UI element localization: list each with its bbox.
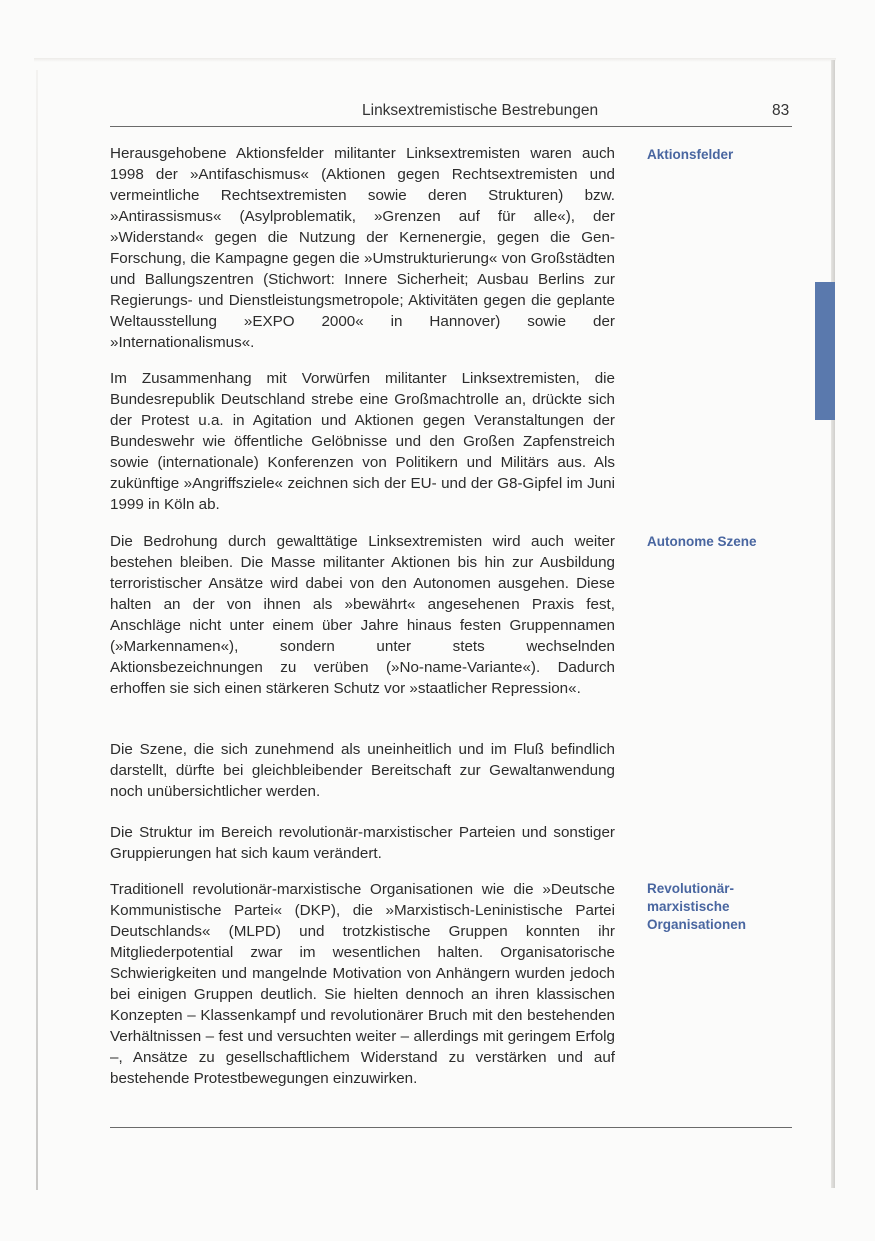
paragraph-szene: Die Szene, die sich zunehmend als uneinheitlich und im Fluß befindlich darstellt, dürfte bei gleichbleibender Bereitschaft zur Gewaltanwendung noch unübersichtlicher werden. (110, 741, 615, 800)
page-number: 83 (772, 102, 790, 119)
footer-rule (110, 1127, 792, 1128)
page-shadow (34, 58, 836, 62)
margin-heading-aktionsfelder: Aktionsfelder (647, 147, 734, 162)
page-right-edge (831, 60, 835, 1188)
margin-heading-revolutionaer: Revolutionär- marxistische Organisationen (647, 881, 747, 932)
chapter-thumb-tab (815, 282, 835, 420)
paragraph-aktionsfelder: Herausgehobene Aktionsfelder militanter Linksextremisten waren auch 1998 der »Antifaschismus« (Aktionen gegen Rechtsextremisten und vermeintliche Rechtsextremisten sowie deren Strukturen) bzw. »Antirassismus« (Asylproblematik, »Grenzen auf für alle«), der »Widerstand« gegen die Nutzung der Kernenergie, gegen die Gen-Forschung, die Kampagne gegen die »Umstrukturierung« von Großstädten und Ballungszentren (Stichwort: Innere Sicherheit; Ausbau Berlins zur Regierungs- und Dienstleistungsmetropole; Aktivitäten gegen die geplante Weltausstellung »EXPO 2000« in Hannover) sowie der »Internationalismus«. (110, 145, 615, 351)
paragraph-bedrohung: Die Bedrohung durch gewalttätige Linksextremisten wird auch weiter bestehen bleiben. Die Masse militanter Aktionen bis hin zur Ausbildung terroristischer Ansätze wird dabei von den Autonomen ausgehen. Diese halten an der von ihnen als »bewährt« angesehenen Praxis fest, Anschläge nicht unter einem über Jahre hinaus festen Gruppennamen (»Markennamen«), sondern unter stets wechselnden Aktionsbezeichnungen zu verüben (»No-name-Variante«). Dadurch erhoffen sie sich einen stärkeren Schutz vor »staatlicher Repression«. (110, 533, 615, 697)
page-binding-edge (36, 70, 38, 1190)
paragraph-struktur: Die Struktur im Bereich revolutionär-marxistischer Parteien und sonstiger Gruppierungen hat sich kaum verändert. (110, 824, 615, 862)
running-title: Linksextremistische Bestrebungen (362, 102, 599, 119)
margin-heading-autonome-szene: Autonome Szene (647, 534, 757, 549)
paragraph-organisationen: Traditionell revolutionär-marxistische Organisationen wie die »Deutsche Kommunistische Partei« (DKP), die »Marxistisch-Leninistische Partei Deutschlands« (MLPD) und trotzkistische Gruppen konnten ihr Mitgliederpotential zwar im wesentlichen halten. Organisatorische Schwierigkeiten und mangelnde Motivation von Anhängern wurden jedoch bei einigen Gruppen deutlich. Sie hielten dennoch an ihren klassischen Konzepten – Klassenkampf und revolutionärer Bruch mit den bestehenden Verhältnissen – fest und versuchten weiter – allerdings mit geringem Erfolg –, Ansätze zu gesellschaftlichem Widerstand zu verstärken und auf bestehende Protestbewegungen einzuwirken. (110, 881, 615, 1087)
header-rule (110, 126, 792, 127)
paragraph-grossmachtrolle: Im Zusammenhang mit Vorwürfen militanter Linksextremisten, die Bundesrepublik Deutschland strebe eine Großmachtrolle an, drückte sich der Protest u.a. in Agitation und Aktionen gegen Veranstaltungen der Bundeswehr wie öffentliche Gelöbnisse und den Großen Zapfenstreich sowie (internationale) Konferenzen von Politikern und Militärs aus. Als zukünftige »Angriffsziele« zeichnen sich der EU- und der G8-Gipfel im Juni 1999 in Köln ab. (110, 370, 615, 513)
